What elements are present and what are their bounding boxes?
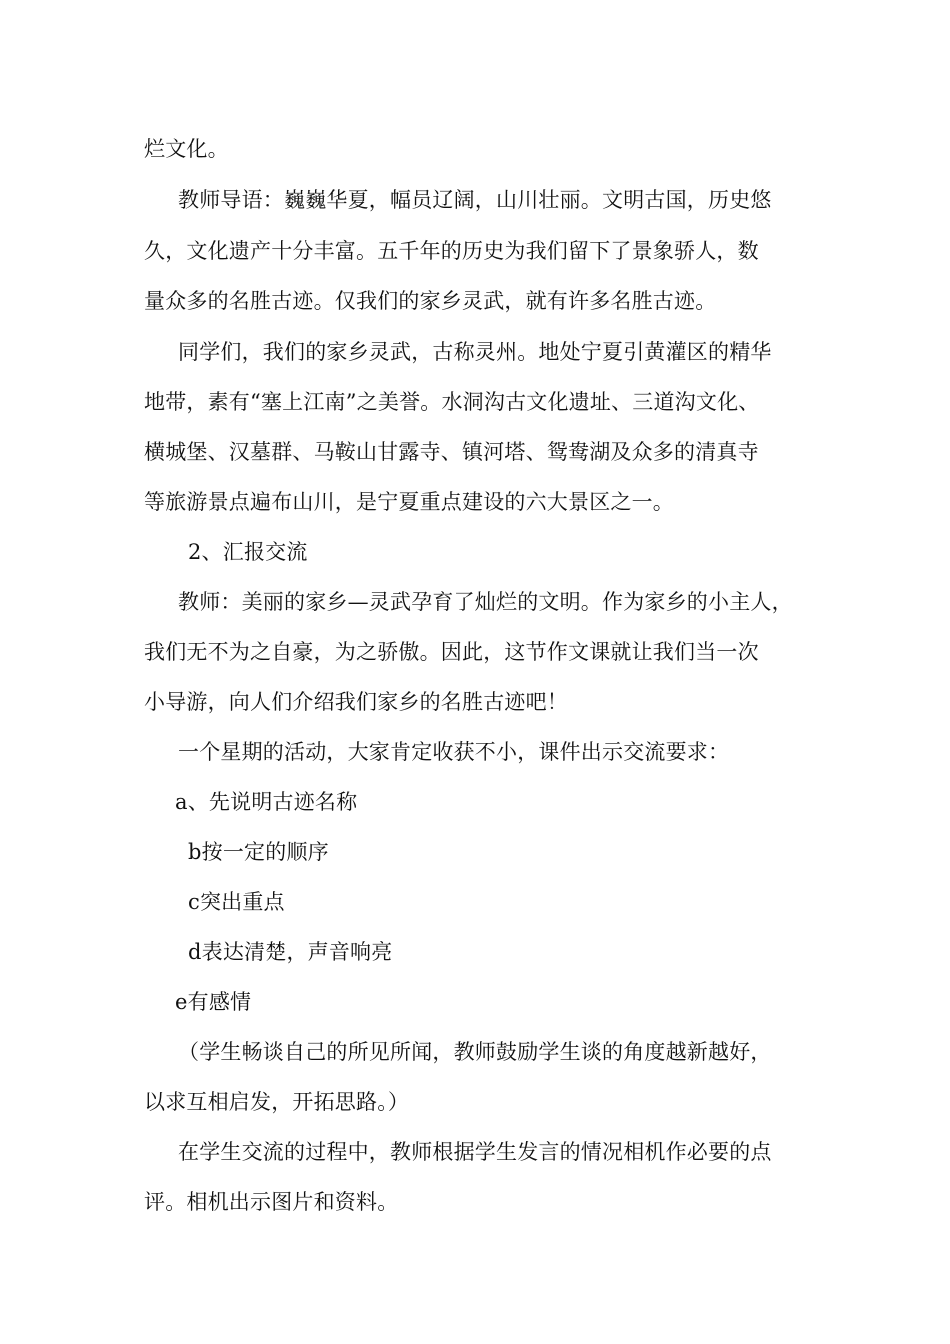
text-line: 烂文化。 [144, 137, 229, 161]
list-item: c突出重点 [188, 890, 285, 914]
text-line: 同学们，我们的家乡灵武，古称灵州。地处宁夏引黄灌区的精华 [178, 340, 772, 364]
text-line: 我们无不为之自豪，为之骄傲。因此，这节作文课就让我们当一次 [144, 640, 759, 664]
section-heading: 2、汇报交流 [188, 540, 308, 564]
text-line: 以求互相启发，开拓思路。） [144, 1090, 410, 1114]
text-line: 在学生交流的过程中，教师根据学生发言的情况相机作必要的点 [178, 1140, 772, 1164]
list-item: b按一定的顺序 [188, 840, 329, 864]
text-line: 横城堡、汉墓群、马鞍山甘露寺、镇河塔、鸳鸯湖及众多的清真寺 [144, 440, 759, 464]
text-line: 久，文化遗产十分丰富。五千年的历史为我们留下了景象骄人，数 [144, 239, 759, 263]
text-line: 地带，素有“塞上江南”之美誉。水洞沟古文化遗址、三道沟文化、 [144, 390, 760, 414]
text-line: 一个星期的活动，大家肯定收获不小，课件出示交流要求： [178, 740, 730, 764]
text-line: 教师：美丽的家乡—灵武孕育了灿烂的文明。作为家乡的小主人， [178, 590, 793, 614]
text-line: 小导游，向人们介绍我们家乡的名胜古迹吧！ [144, 690, 568, 714]
text-line: 量众多的名胜古迹。仅我们的家乡灵武，就有许多名胜古迹。 [144, 289, 717, 313]
text-line: 评。相机出示图片和资料。 [144, 1190, 399, 1214]
text-line: 等旅游景点遍布山川，是宁夏重点建设的六大景区之一。 [144, 490, 674, 514]
text-line: （学生畅谈自己的所见所闻，教师鼓励学生谈的角度越新越好， [178, 1040, 772, 1064]
list-item: a、先说明古迹名称 [175, 790, 358, 814]
list-item: d表达清楚，声音响亮 [188, 940, 393, 964]
text-line: 教师导语：巍巍华夏，幅员辽阔，山川壮丽。文明古国，历史悠 [178, 188, 772, 212]
list-item: e有感情 [175, 990, 252, 1014]
